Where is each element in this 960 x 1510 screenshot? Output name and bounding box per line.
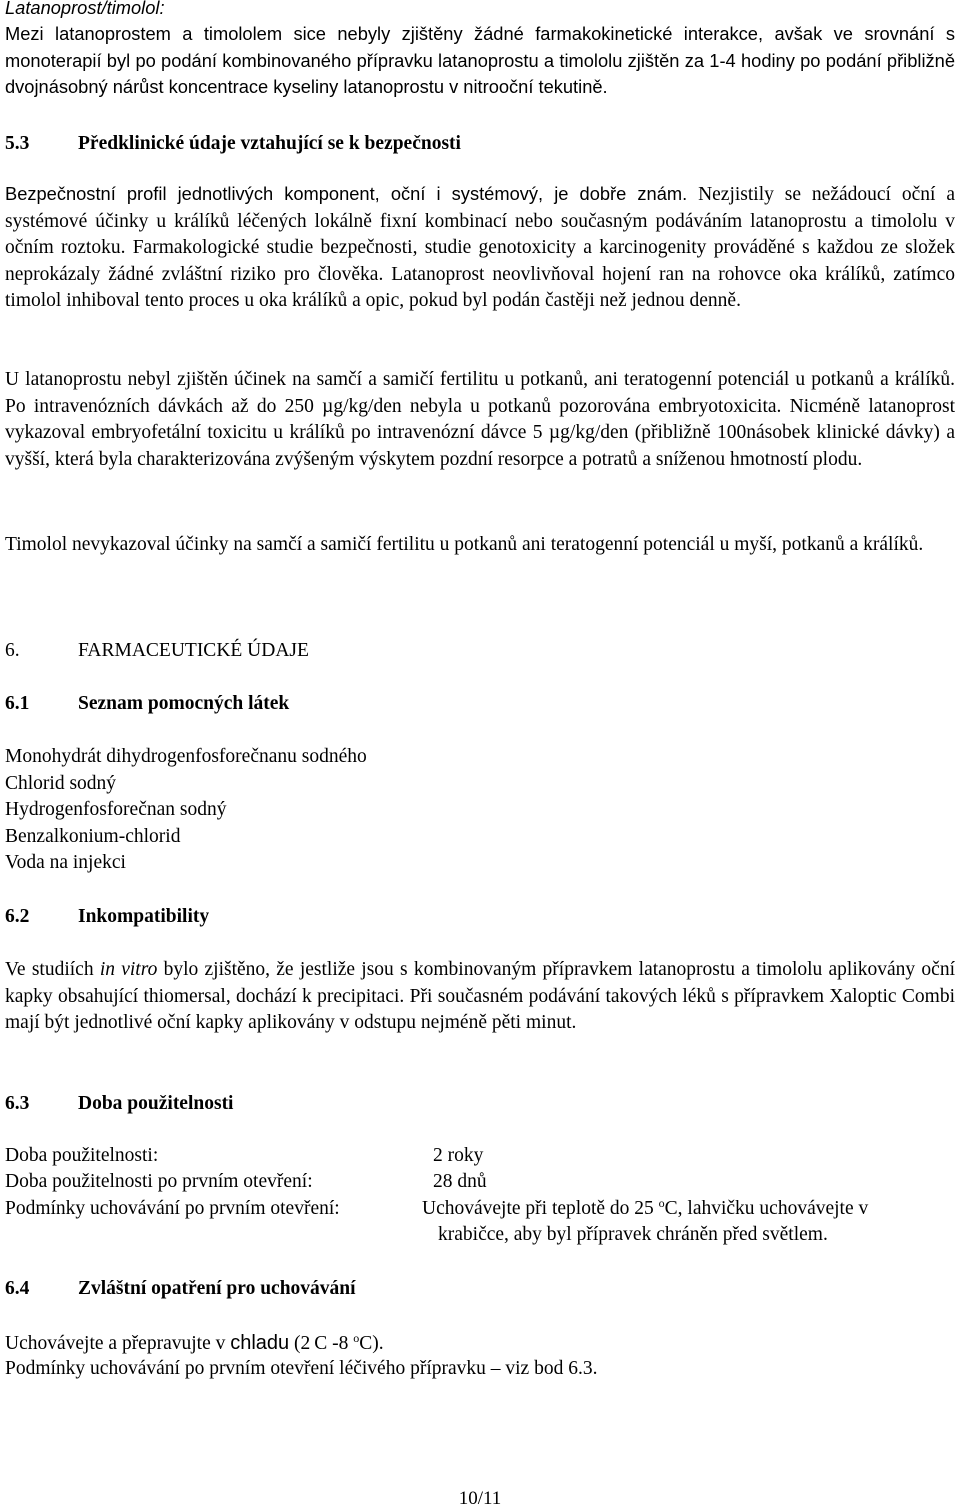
section-number: 6. [5, 640, 20, 661]
section-number: 6.2 [5, 906, 30, 927]
section-number: 6.1 [5, 693, 30, 714]
excipients-list [5, 744, 955, 877]
shelf-life-label: Doba použitelnosti: [5, 1145, 159, 1166]
section-heading-6-3 [5, 1091, 955, 1117]
shelf-life-opened-label: Doba použitelnosti po prvním otevření: [5, 1171, 313, 1192]
storage-opened-value [422, 1196, 868, 1222]
degree-sign: o [353, 1331, 360, 1345]
storage-range-end: C). [359, 1333, 384, 1354]
storage-reference: Podmínky uchovávání po prvním otevření léčivého přípravku – viz bod 6.3. [5, 1358, 598, 1379]
list-item: Chlorid sodný [5, 772, 117, 794]
subsection-title: Latanoprost/timolol: [5, 0, 165, 18]
storage-range-start: (2 [289, 1333, 311, 1354]
shelf-life-opened-value: 28 dnů [433, 1171, 487, 1192]
section-title: Inkompatibility [78, 906, 210, 927]
storage-value-text-end: C, lahvičku uchovávejte v [664, 1198, 869, 1219]
section-number: 5.3 [5, 133, 30, 154]
incompatibility-text-rest: bylo zjištěno, že jestliže jsou s kombinovaným přípravkem latanoprostu a timololu aplikovány oční kapky obsahující thiomersal, dochází k precipitaci. Při současném podávání takových léků s přípravkem Xaloptic Combi mají být jednotlivé oční kapky aplikovány v odstupu nejméně pěti minut. [5, 959, 955, 1033]
degree-sign: o [658, 1196, 665, 1210]
storage-instruction-text: Uchovávejte a přepravujte v [5, 1333, 231, 1354]
list-item: Voda na injekci [5, 852, 126, 873]
section-heading-6-4 [5, 1276, 955, 1302]
section-heading-6-2 [5, 904, 955, 930]
section-title: Seznam pomocných látek [78, 693, 290, 714]
section-number: 6.3 [5, 1093, 30, 1114]
storage-range-mid: C -8 [314, 1333, 354, 1354]
section-number: 6.4 [5, 1278, 30, 1299]
list-item: Hydrogenfosforečnan sodný [5, 799, 227, 820]
list-item: Benzalkonium-chlorid [5, 825, 181, 847]
safety-paragraph-2: U latanoprostu nebyl zjištěn účinek na samčí a samičí fertilitu u potkanů, ani teratogenní potenciál u potkanů a králíků. Po intravenózních dávkách až do 250 µg/kg/den nebyla u potkanů pozorována embryotoxicita. Nicméně latanoprost vykazoval embryofetální toxicitu u králíků po intravenózní dávce 5 µg/kg/den (přibližně 100násobek klinické dávky) a vyšší, která byla charakterizována zvýšeným výskytem pozdní resorpce a potratů a sníženou hmotností plodu. [5, 369, 955, 470]
storage-value-text: Uchovávejte při teplotě do 25 [422, 1198, 659, 1219]
section-heading-6 [5, 638, 955, 664]
shelf-life-value: 2 roky [433, 1145, 484, 1166]
safety-paragraph-1 [5, 181, 955, 315]
storage-instruction [5, 1330, 384, 1357]
safety-paragraph-1-text: Nezjistily se nežádoucí oční a systémové účinky u králíků léčených lokálně fixní kombinací nebo současným podáváním latanoprostu a timololu v očním roztoku. Farmakologické studie bezpečnosti, studie genotoxicity a karcinogenity prováděné s každou ze složek neprokázaly žádné zvláštní riziko pro člověka. Latanoprost neovlivňoval hojení ran na rohovce oka králíků, zatímco timolol inhiboval tento proces u oka králíků a opic, pokud byl podán častěji než jednou denně. [5, 184, 955, 311]
page-number: 10/11 [458, 1488, 502, 1509]
section-heading-5-3 [5, 131, 955, 157]
in-vitro-term: in vitro [99, 959, 158, 980]
section-heading-6-1 [5, 691, 955, 717]
safety-paragraph-3: Timolol nevykazoval účinky na samčí a samičí fertilitu u potkanů ani teratogenní potenciál u myší, potkanů a králíků. [5, 534, 924, 555]
storage-opened-label: Podmínky uchovávání po prvním otevření: [5, 1198, 340, 1219]
list-item: Monohydrát dihydrogenfosforečnanu sodného [5, 746, 367, 767]
intro-paragraph: Mezi latanoprostem a timololem sice nebyly zjištěny žádné farmakokinetické interakce, avšak ve srovnání s monoterapií byl po podání kombinovaného přípravku latanoprostu a timololu zjištěn za 1-4 hodiny po podání přibližně dvojnásobný nárůst koncentrace kyseliny latanoprostu v nitrooční tekutině. [5, 23, 955, 97]
section-title: Zvláštní opatření pro uchovávání [78, 1278, 356, 1299]
storage-cold-word: chladu [230, 1332, 290, 1354]
section-title: FARMACEUTICKÉ ÚDAJE [78, 640, 309, 661]
storage-opened-value-continued: krabičce, aby byl přípravek chráněn před světlem. [438, 1224, 828, 1245]
section-title: Doba použitelnosti [78, 1093, 234, 1114]
incompatibility-paragraph [5, 957, 955, 1037]
safety-profile-sentence: Bezpečnostní profil jednotlivých komponent, oční i systémový, je dobře znám. [5, 183, 688, 204]
section-title: Předklinické údaje vztahující se k bezpečnosti [78, 133, 461, 154]
incompatibility-text-start: Ve studiích [5, 959, 100, 980]
